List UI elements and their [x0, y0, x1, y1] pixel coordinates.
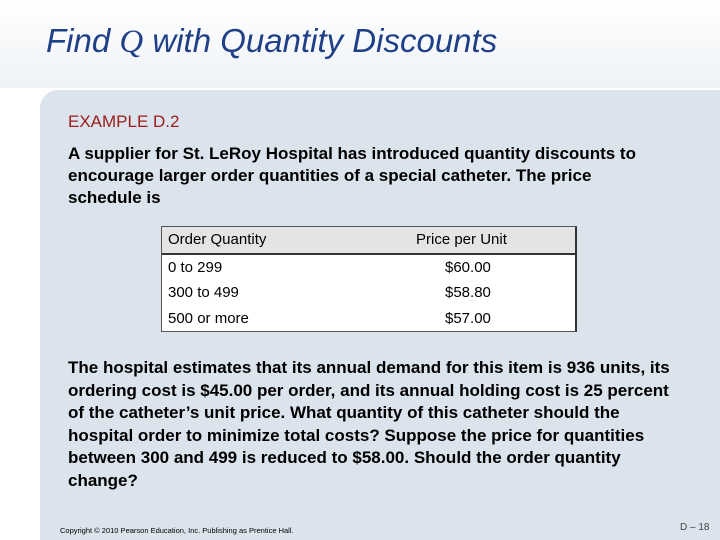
cell-price-per-unit: $60.00 — [445, 259, 491, 276]
table-row — [162, 307, 575, 333]
table-row — [162, 281, 575, 307]
problem-paragraph: The hospital estimates that its annual demand for this item is 936 units, its ordering cost is $45.00 per order, and its annual holding cost is 25 percent of the catheter’s unit price. What quantity of this catheter should the hospital order to minimize total costs? Suppose the price for quantities between 300 and 499 is reduced to $58.00. Should the order quantity change? — [68, 358, 670, 490]
cell-order-quantity: 0 to 299 — [168, 259, 223, 276]
slide-title — [46, 22, 497, 61]
table-row — [162, 256, 575, 282]
cell-order-quantity: 300 to 499 — [168, 284, 239, 301]
title-prefix: Find — [46, 22, 120, 59]
title-variable: Q — [119, 24, 144, 60]
cell-order-quantity: 500 or more — [168, 310, 249, 327]
price-schedule-table — [161, 226, 577, 332]
example-label: EXAMPLE D.2 — [68, 112, 180, 131]
table-header — [162, 227, 575, 255]
copyright-notice: Copyright © 2010 Pearson Education, Inc. Publishing as Prentice Hall. — [60, 526, 294, 535]
page-number: D – 18 — [680, 522, 710, 533]
intro-paragraph: A supplier for St. LeRoy Hospital has introduced quantity discounts to encourage larger order quantities of a special catheter. The price schedule is — [68, 144, 636, 207]
cell-price-per-unit: $58.80 — [445, 284, 491, 301]
title-suffix: with Quantity Discounts — [143, 22, 498, 59]
header-order-quantity: Order Quantity — [168, 231, 267, 248]
header-price-per-unit: Price per Unit — [416, 231, 507, 248]
cell-price-per-unit: $57.00 — [445, 310, 491, 327]
